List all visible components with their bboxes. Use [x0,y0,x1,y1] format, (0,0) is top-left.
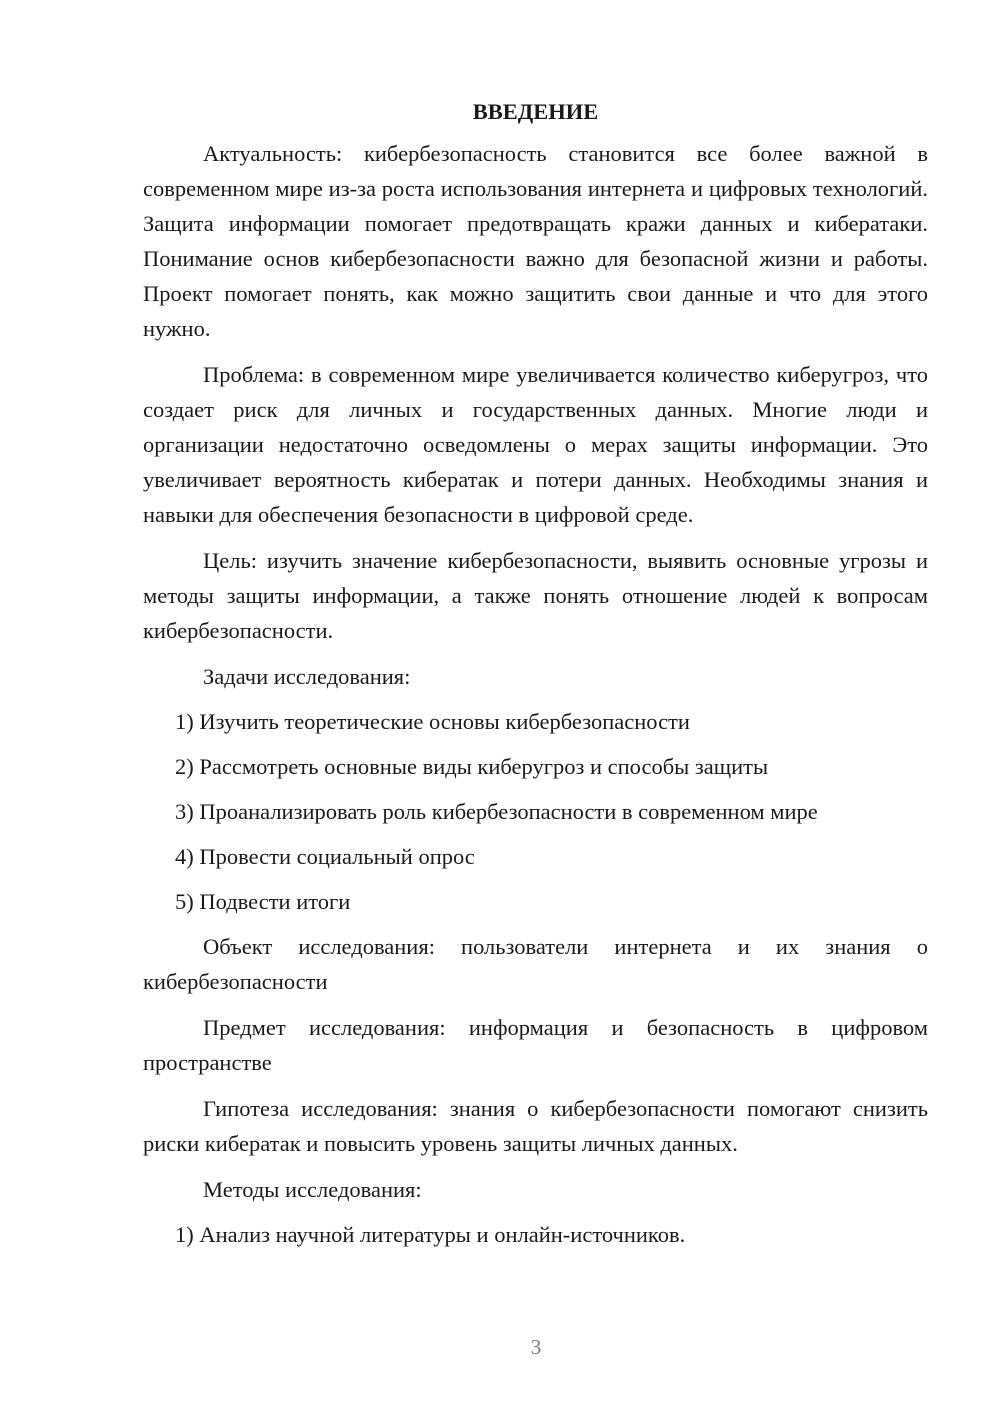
task-item-5: 5) Подвести итоги [175,889,351,914]
methods-list [143,1217,928,1252]
task-item-1: 1) Изучить теоретические основы кибербезопасности [175,709,690,734]
tasks-list [143,704,928,919]
task-item-3: 3) Проанализировать роль кибербезопасности в современном мире [175,799,818,824]
problem-paragraph: Проблема: в современном мире увеличивается количество киберугроз, что создает риск для личных и государственных данных. Многие люди и организации недостаточно осведомлены о мерах защиты информации. Это увеличивает вероятность кибератак и потери данных. Необходимы знания и навыки для обеспечения безопасности в цифровой среде. [143,362,928,527]
page-title: ВВЕДЕНИЕ [472,99,599,124]
methods-heading: Методы исследования: [203,1177,422,1202]
task-item-4: 4) Провести социальный опрос [175,844,475,869]
page-content [143,96,928,1262]
relevance-paragraph: Актуальность: кибербезопасность становится все более важной в современном мире из-за роста использования интернета и цифровых технологий. Защита информации помогает предотвращать кражи данных и кибератаки. Понимание основ кибербезопасности важно для безопасной жизни и работы. Проект помогает понять, как можно защитить свои данные и что для этого нужно. [143,141,928,341]
method-item-1: 1) Анализ научной литературы и онлайн-источников. [175,1222,686,1247]
task-item-2: 2) Рассмотреть основные виды киберугроз и способы защиты [175,754,769,779]
page-number: 3 [530,1335,542,1359]
object-paragraph: Объект исследования: пользователи интернета и их знания о кибербезопасности [143,934,928,994]
subject-paragraph: Предмет исследования: информация и безопасность в цифровом пространстве [143,1015,928,1075]
tasks-heading: Задачи исследования: [203,664,411,689]
hypothesis-paragraph: Гипотеза исследования: знания о кибербезопасности помогают снизить риски кибератак и повысить уровень защиты личных данных. [143,1096,928,1156]
goal-paragraph: Цель: изучить значение кибербезопасности, выявить основные угрозы и методы защиты информации, а также понять отношение людей к вопросам кибербезопасности. [143,548,928,643]
